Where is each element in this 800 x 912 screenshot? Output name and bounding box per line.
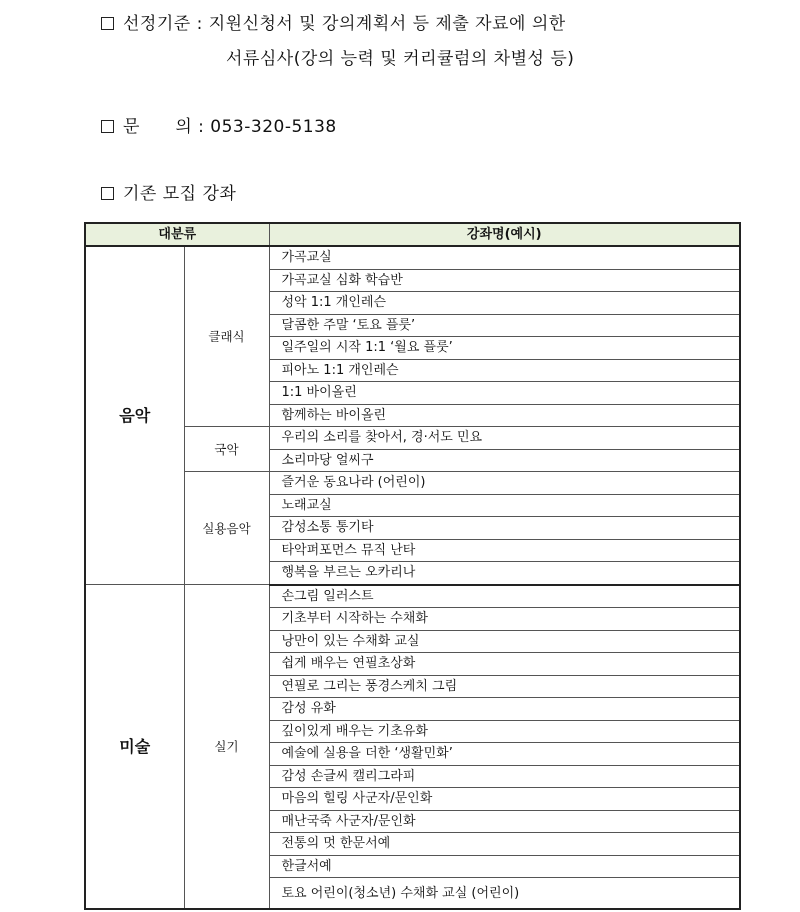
course-name-cell: 낭만이 있는 수채화 교실 xyxy=(269,630,740,653)
course-name-cell: 감성 유화 xyxy=(269,698,740,721)
subcategory-cell: 실기 xyxy=(184,585,269,910)
course-name-cell: 전통의 멋 한문서예 xyxy=(269,833,740,856)
existing-courses-heading xyxy=(101,182,236,206)
course-name-cell: 가곡교실 심화 학습반 xyxy=(269,269,740,292)
table-header-row xyxy=(85,223,740,246)
course-name-cell: 토요 어린이(청소년) 수채화 교실 (어린이) xyxy=(269,878,740,910)
course-name-cell: 타악퍼포먼스 뮤직 난타 xyxy=(269,539,740,562)
course-name-cell: 쉽게 배우는 연필초상화 xyxy=(269,653,740,676)
criteria-text-1: 선정기준 : 지원신청서 및 강의계획서 등 제출 자료에 의한 xyxy=(123,14,566,34)
table-row xyxy=(85,585,740,608)
subcategory-cell: 클래식 xyxy=(184,246,269,427)
course-name-cell: 감성소통 통기타 xyxy=(269,517,740,540)
course-name-cell: 노래교실 xyxy=(269,494,740,517)
category-cell: 음악 xyxy=(85,246,184,585)
table-row xyxy=(85,472,740,495)
course-name-cell: 매난국죽 사군자/문인화 xyxy=(269,810,740,833)
course-table xyxy=(84,222,741,910)
header-category: 대분류 xyxy=(85,223,269,246)
course-name-cell: 일주일의 시작 1:1 ‘월요 플룻’ xyxy=(269,337,740,360)
inquiry-line xyxy=(101,115,337,139)
course-name-cell: 깊이있게 배우는 기초유화 xyxy=(269,720,740,743)
criteria-line-2 xyxy=(226,47,574,71)
course-name-cell: 1:1 바이올린 xyxy=(269,382,740,405)
course-name-cell: 함께하는 바이올린 xyxy=(269,404,740,427)
course-name-cell: 마음의 힐링 사군자/문인화 xyxy=(269,788,740,811)
course-name-cell: 예술에 실용을 더한 ‘생활민화’ xyxy=(269,743,740,766)
checkbox-square-icon xyxy=(101,187,114,200)
course-name-cell: 피아노 1:1 개인레슨 xyxy=(269,359,740,382)
category-cell: 미술 xyxy=(85,585,184,910)
course-name-cell: 즐거운 동요나라 (어린이) xyxy=(269,472,740,495)
course-name-cell: 소리마당 얼씨구 xyxy=(269,449,740,472)
criteria-text-2: 서류심사(강의 능력 및 커리큘럼의 차별성 등) xyxy=(226,49,575,69)
course-name-cell: 가곡교실 xyxy=(269,246,740,269)
course-name-cell: 달콤한 주말 ‘토요 플룻’ xyxy=(269,314,740,337)
table-row xyxy=(85,427,740,450)
subcategory-cell: 실용음악 xyxy=(184,472,269,585)
course-name-cell: 우리의 소리를 찾아서, 경·서도 민요 xyxy=(269,427,740,450)
course-name-cell: 연필로 그리는 풍경스케치 그림 xyxy=(269,675,740,698)
course-name-cell: 한글서예 xyxy=(269,855,740,878)
course-name-cell: 성악 1:1 개인레슨 xyxy=(269,292,740,315)
course-name-cell: 감성 손글씨 캘리그라피 xyxy=(269,765,740,788)
checkbox-square-icon xyxy=(101,17,114,30)
checkbox-square-icon xyxy=(101,120,114,133)
course-name-cell: 행복을 부르는 오카리나 xyxy=(269,562,740,585)
existing-courses-title: 기존 모집 강좌 xyxy=(123,184,237,204)
criteria-line-1 xyxy=(101,12,566,36)
course-name-cell: 손그림 일러스트 xyxy=(269,585,740,608)
table-row xyxy=(85,246,740,269)
header-course: 강좌명(예시) xyxy=(269,223,740,246)
subcategory-cell: 국악 xyxy=(184,427,269,472)
inquiry-text: 문 의 : 053-320-5138 xyxy=(123,117,337,137)
course-table-body xyxy=(85,246,740,909)
course-name-cell: 기초부터 시작하는 수채화 xyxy=(269,608,740,631)
